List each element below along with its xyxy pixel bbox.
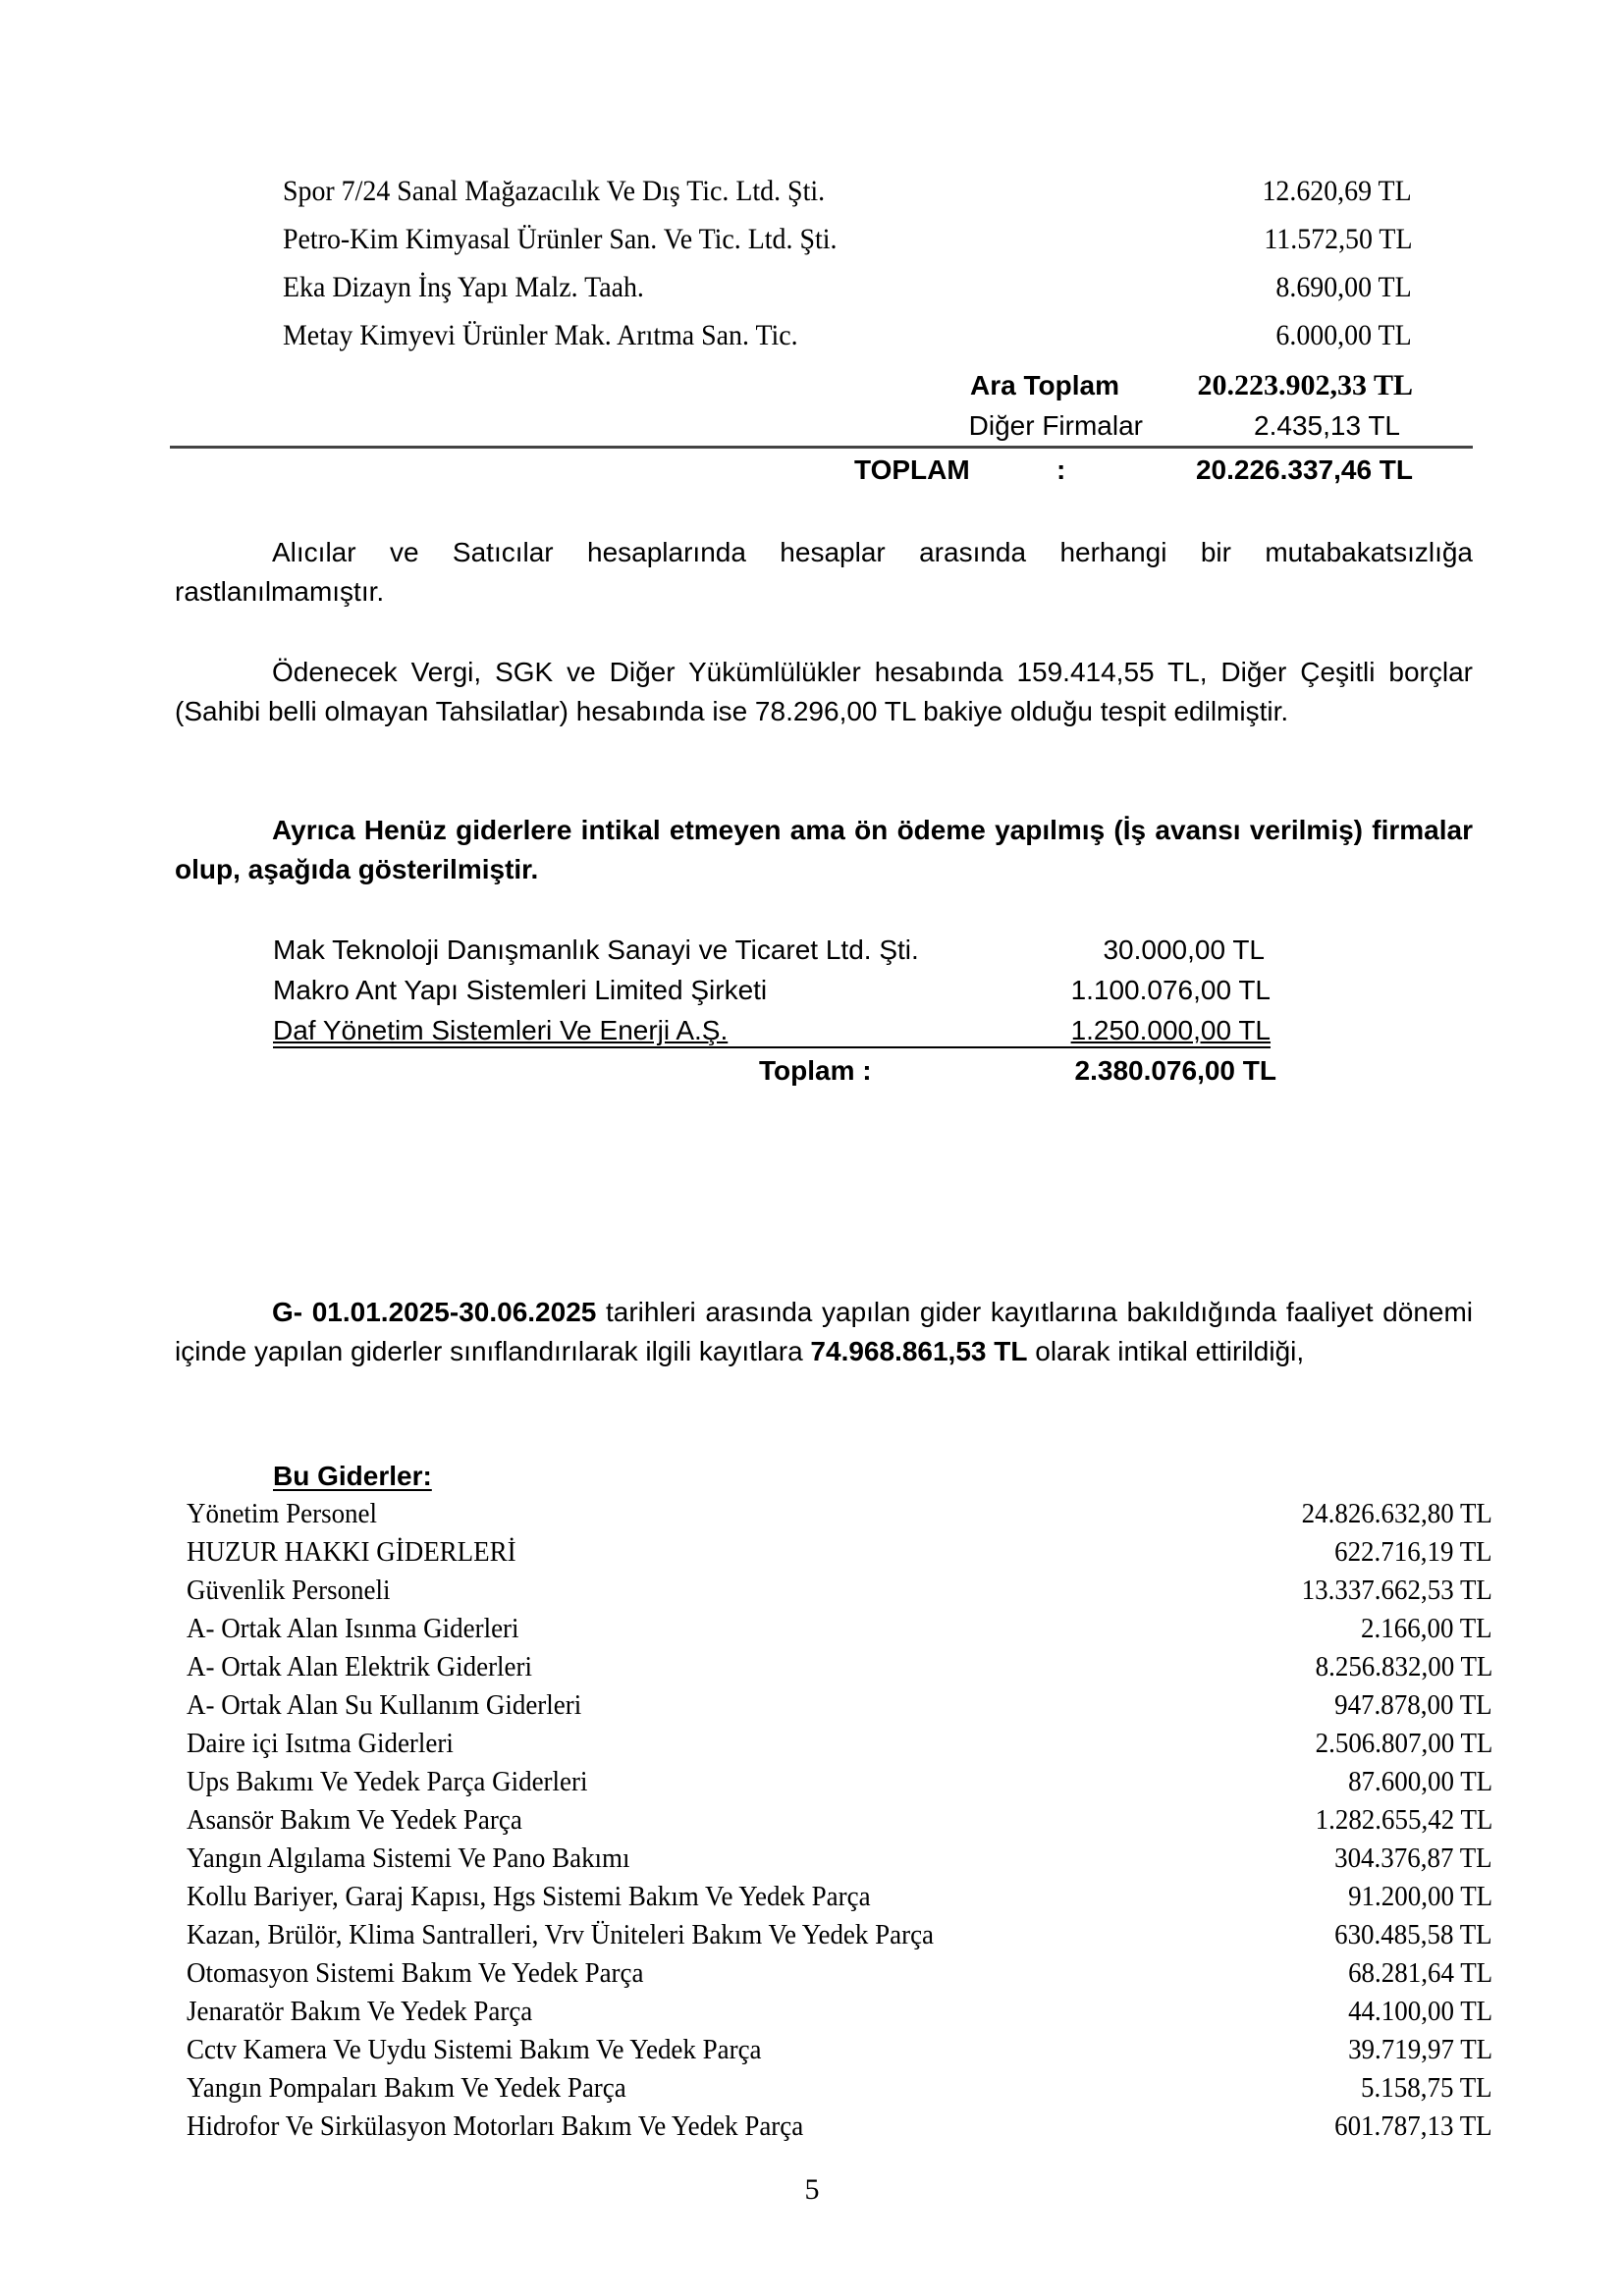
expense-row <box>187 1575 1492 1613</box>
expense-name: Daire içi Isıtma Giderleri <box>187 1728 454 1759</box>
vendor-amount: 8.690,00 TL <box>1275 271 1412 303</box>
expense-row <box>187 2110 1492 2149</box>
expense-row <box>187 2072 1492 2110</box>
expense-name: A- Ortak Alan Elektrik Giderleri <box>187 1651 533 1682</box>
expense-row <box>187 1613 1492 1651</box>
expense-name: Yönetim Personel <box>187 1498 378 1529</box>
expense-name: Cctv Kamera Ve Uydu Sistemi Bakım Ve Yedek Parça <box>187 2034 762 2065</box>
vendor-amount: 12.620,69 TL <box>1262 175 1412 207</box>
expense-row <box>187 2034 1492 2072</box>
advance-name: Mak Teknoloji Danışmanlık Sanayi ve Ticaret Ltd. Şti. <box>273 934 919 965</box>
divider-line <box>170 446 1473 449</box>
expense-amount: 87.600,00 TL <box>1347 1766 1492 1797</box>
expense-amount: 24.826.632,80 TL <box>1301 1498 1492 1529</box>
paragraph-text: Alıcılar ve Satıcılar hesaplarında hesaplar arasında herhangi bir mutabakatsızlığa rastlanılmamıştır. <box>175 537 1473 607</box>
advance-row <box>273 975 1274 1014</box>
expense-name: HUZUR HAKKI GİDERLERİ <box>187 1536 516 1568</box>
expense-name: Asansör Bakım Ve Yedek Parça <box>187 1804 522 1836</box>
expense-row <box>187 1881 1492 1919</box>
expense-row <box>187 1957 1492 1996</box>
paragraph-text: Ayrıca Henüz giderlere intikal etmeyen ama ön ödeme yapılmış (İş avansı verilmiş) firmalar olup, aşağıda gösterilmiştir. <box>175 815 1473 884</box>
expense-amount: 601.787,13 TL <box>1334 2110 1492 2142</box>
expense-row <box>187 1996 1492 2034</box>
paragraph-liabilities <box>175 653 1473 731</box>
advance-row <box>273 934 1274 974</box>
period-label: G- 01.01.2025-30.06.2025 <box>272 1297 597 1327</box>
ara-toplam-value: 20.223.902,33 TL <box>1197 369 1413 401</box>
vendor-row <box>283 319 1412 366</box>
advances-total-label: Toplam : <box>759 1055 872 1086</box>
advance-name: Makro Ant Yapı Sistemleri Limited Şirketi <box>273 975 768 1005</box>
advances-divider <box>273 1046 1271 1048</box>
expense-amount: 13.337.662,53 TL <box>1301 1575 1492 1606</box>
diger-firmalar-label: Diğer Firmalar <box>968 410 1143 441</box>
expense-row <box>187 1651 1492 1689</box>
expense-name: Kollu Bariyer, Garaj Kapısı, Hgs Sistemi Bakım Ve Yedek Parça <box>187 1881 871 1912</box>
expense-amount: 304.376,87 TL <box>1334 1842 1492 1874</box>
expense-name: Yangın Algılama Sistemi Ve Pano Bakımı <box>187 1842 630 1874</box>
expense-name: A- Ortak Alan Isınma Giderleri <box>187 1613 519 1644</box>
expense-amount: 947.878,00 TL <box>1334 1689 1492 1721</box>
expense-row <box>187 1842 1492 1881</box>
expense-amount: 5.158,75 TL <box>1361 2072 1492 2104</box>
paragraph-reconciliation <box>175 533 1473 612</box>
diger-firmalar-value: 2.435,13 TL <box>1254 410 1400 441</box>
paragraph-text: tarihleri arasında yapılan gider kayıtlarına bakıldığında faaliyet dönemi içinde yapılan giderler sınıflandırılarak ilgili kayıtlara <box>175 1297 1474 1366</box>
expense-name: Hidrofor Ve Sirkülasyon Motorları Bakım Ve Yedek Parça <box>187 2110 804 2142</box>
toplam-colon: : <box>1056 454 1066 485</box>
expense-name: Jenaratör Bakım Ve Yedek Parça <box>187 1996 533 2027</box>
expense-row <box>187 1536 1492 1575</box>
expense-amount: 8.256.832,00 TL <box>1315 1651 1492 1682</box>
expense-amount: 622.716,19 TL <box>1334 1536 1492 1568</box>
expenses-heading: Bu Giderler: <box>273 1461 432 1491</box>
expense-amount: 44.100,00 TL <box>1347 1996 1492 2027</box>
expense-row <box>187 1728 1492 1766</box>
expense-name: Kazan, Brülör, Klima Santralleri, Vrv Üniteleri Bakım Ve Yedek Parça <box>187 1919 935 1950</box>
vendor-amount: 11.572,50 TL <box>1263 223 1412 255</box>
paragraph-text: Ödenecek Vergi, SGK ve Diğer Yükümlülükler hesabında 159.414,55 TL, Diğer Çeşitli borçlar (Sahibi belli olmayan Tahsilatlar) hesabında ise 78.296,00 TL bakiye olduğu tespit edilmiştir. <box>175 657 1473 726</box>
expense-amount: 2.166,00 TL <box>1361 1613 1492 1644</box>
expense-amount: 630.485,58 TL <box>1334 1919 1492 1950</box>
expense-amount: 68.281,64 TL <box>1347 1957 1492 1989</box>
expense-name: Yangın Pompaları Bakım Ve Yedek Parça <box>187 2072 626 2104</box>
vendor-name: Eka Dizayn İnş Yapı Malz. Taah. <box>283 271 644 303</box>
expense-row <box>187 1919 1492 1957</box>
expense-row <box>187 1804 1492 1842</box>
toplam-label: TOPLAM <box>854 454 970 485</box>
expense-row <box>187 1689 1492 1728</box>
expense-name: A- Ortak Alan Su Kullanım Giderleri <box>187 1689 582 1721</box>
advance-amount: 1.100.076,00 TL <box>1070 975 1271 1005</box>
advance-amount: 30.000,00 TL <box>1103 934 1265 965</box>
expense-name: Güvenlik Personeli <box>187 1575 391 1606</box>
paragraph-expense-summary <box>175 1293 1473 1371</box>
vendor-row <box>283 271 1412 318</box>
paragraph-text: olarak intikal ettirildiği, <box>1027 1336 1305 1366</box>
paragraph-advances-intro <box>175 811 1473 889</box>
advance-amount: 1.250.000,00 TL <box>1070 1015 1271 1045</box>
expense-name: Otomasyon Sistemi Bakım Ve Yedek Parça <box>187 1957 644 1989</box>
expense-amount: 39.719,97 TL <box>1347 2034 1492 2065</box>
expense-row <box>187 1766 1492 1804</box>
expense-row <box>187 1498 1492 1536</box>
advances-total-value: 2.380.076,00 TL <box>1074 1055 1276 1086</box>
expense-amount: 2.506.807,00 TL <box>1315 1728 1492 1759</box>
toplam-value: 20.226.337,46 TL <box>1195 454 1413 485</box>
advance-name: Daf Yönetim Sistemleri Ve Enerji A.Ş. <box>273 1015 729 1045</box>
vendor-name: Petro-Kim Kimyasal Ürünler San. Ve Tic. Ltd. Şti. <box>283 223 838 255</box>
advance-row <box>273 1015 1274 1054</box>
vendor-amount: 6.000,00 TL <box>1275 319 1412 351</box>
expense-amount: 1.282.655,42 TL <box>1315 1804 1492 1836</box>
expense-name: Ups Bakımı Ve Yedek Parça Giderleri <box>187 1766 588 1797</box>
vendor-row <box>283 175 1412 222</box>
vendor-row <box>283 223 1412 270</box>
vendor-name: Metay Kimyevi Ürünler Mak. Arıtma San. Tic. <box>283 319 798 351</box>
expense-amount: 91.200,00 TL <box>1347 1881 1492 1912</box>
vendor-name: Spor 7/24 Sanal Mağazacılık Ve Dış Tic. Ltd. Şti. <box>283 175 826 207</box>
page-number: 5 <box>804 2173 820 2206</box>
total-expense-amount: 74.968.861,53 TL <box>810 1336 1028 1366</box>
ara-toplam-label: Ara Toplam <box>970 370 1119 400</box>
